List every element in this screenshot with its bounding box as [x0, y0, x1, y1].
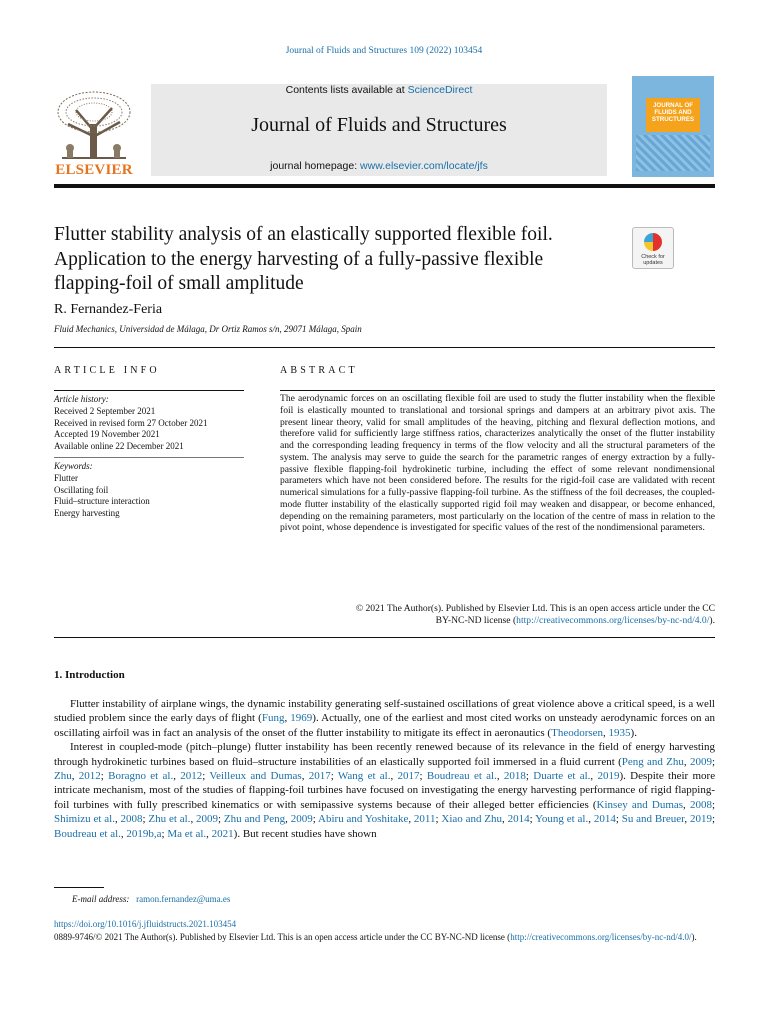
body-text: ,: [285, 813, 291, 826]
body-text: ,: [496, 770, 504, 783]
citation-link[interactable]: 2014: [507, 813, 530, 826]
body-text: ;: [330, 770, 338, 783]
license-suffix: ).: [709, 614, 715, 626]
body-text: ). Despite their more intricate mechanism, most of the studies of flapping-foil turbines have focused on investigating the energy harvesting performance of rigid flapping-foil turbines with fully prescribed kinematics or with semipassive systems because of their alleged better efficiencies (: [54, 770, 716, 811]
body-text: ;: [435, 813, 442, 826]
body-text: ;: [529, 813, 536, 826]
citation-link[interactable]: 1969: [290, 712, 313, 725]
history-item: Received in revised form 27 October 2021: [54, 417, 208, 428]
citation-link[interactable]: 2012: [78, 770, 101, 783]
body-text: ,: [502, 813, 508, 826]
title-divider: [54, 347, 715, 348]
abstract-divider: [280, 390, 715, 391]
author-affiliation: Fluid Mechanics, Universidad de Málaga, Dr Ortiz Ramos s/n, 29071 Málaga, Spain: [54, 324, 362, 334]
publisher-name: ELSEVIER: [55, 162, 133, 178]
author-name[interactable]: R. Fernandez-Feria: [54, 302, 163, 317]
citation-link[interactable]: Kinsey and Dumas: [596, 798, 684, 811]
citation-link[interactable]: Duarte et al.: [533, 770, 591, 783]
citation-link[interactable]: Abiru and Yoshitake: [318, 813, 409, 826]
body-text: ,: [590, 770, 598, 783]
citation-link[interactable]: 2017: [397, 770, 420, 783]
keywords-list: [54, 461, 254, 520]
corresponding-email: [72, 894, 230, 904]
citation-link[interactable]: Veilleux and Dumas: [209, 770, 302, 783]
citation-link[interactable]: 2011: [413, 813, 436, 826]
body-text: ,: [588, 813, 594, 826]
issn-copyright: [54, 931, 715, 943]
paper-title: Flutter stability analysis of an elastically supported flexible foil. Application to the energy harvesting of a fully-passive flexible flapping-foil of small amplitude: [54, 224, 553, 294]
body-text: ;: [711, 813, 715, 826]
citation-link[interactable]: 2019: [689, 813, 712, 826]
body-text: ,: [390, 770, 398, 783]
body-text: ). But recent studies have shown: [233, 827, 377, 840]
article-info-divider: [54, 390, 244, 391]
body-text: ;: [525, 770, 534, 783]
body-text: ). Actually, one of the earliest and most cited works on unsteady aerodynamic forces on an oscillating airfoil was in fact an analysis of the onset of the flutter instability to mitigate its effect in aeronautics (: [54, 712, 716, 739]
citation-link[interactable]: 2009: [689, 755, 712, 768]
body-text: ;: [100, 770, 109, 783]
journal-citation[interactable]: Journal of Fluids and Structures 109 (2022) 103454: [285, 46, 483, 56]
journal-homepage-link[interactable]: www.elsevier.com/locate/jfs: [360, 160, 488, 172]
keyword-item: Oscillating foil: [54, 484, 109, 495]
body-text: ,: [603, 726, 609, 739]
body-text: ,: [173, 770, 181, 783]
body-text: ,: [190, 813, 197, 826]
doi-link[interactable]: [54, 919, 236, 929]
citation-link[interactable]: 2008: [689, 798, 712, 811]
introduction-body: [54, 697, 715, 841]
check-for-updates-button[interactable]: [632, 227, 674, 269]
check-updates-icon: [644, 233, 662, 251]
check-updates-label: Check for updates: [641, 254, 665, 266]
citation-link[interactable]: 1935: [608, 726, 631, 739]
citation-link[interactable]: 2019: [597, 770, 620, 783]
history-item: Accepted 19 November 2021: [54, 429, 160, 440]
citation-link[interactable]: Boudreau et al.: [426, 770, 497, 783]
citation-link[interactable]: Boudreau et al.: [54, 827, 121, 840]
citation-link[interactable]: Xiao and Zhu: [441, 813, 503, 826]
citation-link[interactable]: 2021: [211, 827, 234, 840]
history-label: Article history:: [54, 394, 109, 404]
body-text: ;: [312, 813, 319, 826]
footnote-divider: [54, 887, 104, 888]
body-text: ,: [684, 813, 690, 826]
cover-title: JOURNAL OF FLUIDS AND STRUCTURES: [646, 98, 700, 132]
citation-link[interactable]: 2008: [120, 813, 143, 826]
citation-link[interactable]: Su and Breuer: [621, 813, 685, 826]
body-text: ;: [161, 827, 168, 840]
header-divider: [54, 184, 715, 188]
issn-text: 0889-9746/© 2021 The Author(s). Published by Elsevier Ltd. This is an open access article under the CC BY-NC-ND license (: [54, 932, 511, 942]
body-text: ,: [114, 813, 121, 826]
copyright-line-1: © 2021 The Author(s). Published by Elsevier Ltd. This is an open access article under the CC: [355, 603, 715, 614]
keyword-item: Fluid–structure interaction: [54, 496, 150, 507]
body-text: ;: [202, 770, 210, 783]
body-text: ,: [408, 813, 414, 826]
body-text: ;: [615, 813, 622, 826]
citation-link[interactable]: 2009: [290, 813, 313, 826]
license-link[interactable]: http://creativecommons.org/licenses/by-nc-nd/4.0/: [516, 614, 710, 626]
citation-link[interactable]: Shimizu et al.: [54, 813, 115, 826]
citation-link[interactable]: Zhu: [54, 770, 72, 783]
section-heading-introduction: 1. Introduction: [54, 669, 125, 681]
article-info-heading: ARTICLE INFO: [54, 365, 160, 376]
body-text: ;: [419, 770, 427, 783]
intro-paragraph: [54, 697, 715, 740]
keywords-label: Keywords:: [54, 461, 93, 471]
abstract-end-divider: [54, 637, 715, 638]
citation-link[interactable]: Wang et al.: [337, 770, 391, 783]
keyword-item: Energy harvesting: [54, 508, 120, 519]
homepage-prefix: journal homepage:: [270, 160, 361, 172]
doi-url[interactable]: https://doi.org/10.1016/j.jfluidstructs.2021.103454: [54, 919, 237, 929]
contents-line: [151, 84, 607, 96]
citation-link[interactable]: Zhu et al.: [148, 813, 191, 826]
body-text: ).: [630, 726, 637, 739]
email-link[interactable]: ramon.fernandez@uma.es: [136, 894, 231, 904]
intro-paragraph: [54, 740, 715, 841]
citation-link[interactable]: 2009: [196, 813, 219, 826]
citation-link[interactable]: Ma et al.: [167, 827, 207, 840]
body-text: ,: [683, 755, 690, 768]
citation-link[interactable]: 2017: [308, 770, 331, 783]
body-text: ;: [711, 755, 715, 768]
keyword-item: Flutter: [54, 472, 78, 483]
citation-link[interactable]: Peng and Zhu: [621, 755, 684, 768]
issn-suffix: ).: [691, 932, 697, 942]
citation-link[interactable]: Zhu and Peng: [223, 813, 286, 826]
email-label: E-mail address:: [72, 894, 130, 904]
body-text: ;: [142, 813, 149, 826]
history-item: Received 2 September 2021: [54, 405, 156, 416]
citation-link[interactable]: 2014: [593, 813, 616, 826]
footer-license-link[interactable]: http://creativecommons.org/licenses/by-nc-nd/4.0/: [510, 932, 692, 942]
citation-link[interactable]: 2019b,a: [126, 827, 162, 840]
body-text: ;: [218, 813, 224, 826]
abstract-text: The aerodynamic forces on an oscillating flexible foil are used to study the flutter instability when the flexible foil is elastically mounted to translational and torsional springs and dampers at an arbitrary pivot axis. The present linear theory, valid for small amplitudes of the heaving, pitching and flexural deflection motions, and therefore valid for sufficiently large stiffness ratios, characterizes analytically the onset of the flutter instability and the corresponding leading frequency in terms of the flow velocity and all the structural parameters of the system. The analysis may serve to guide the search for the parametric ranges of energy extraction by a fully-passive flexible flapping-foil hydrokinetic turbine, including the effect of some relevant nondimensional parameters which have not been considered before. The results for the rigid-foil case are validated with recent numerical simulations for a fully-passive flapping-foil turbine. As the stiffness of the foil decreases, the coupled-mode flutter instability of the elastically supported rigid foil may weaken and disappear, or become enhanced, depending on the remaining parameters, most particularly on the location of the centre of mass in relation to the pivot point, whose dependence is investigated for specific values of the rest of the nondimensional parameters.: [280, 393, 715, 534]
journal-title: Journal of Fluids and Structures: [251, 114, 507, 136]
body-text: ;: [711, 798, 715, 811]
body-text: Interest in coupled-mode (pitch–plunge) flutter instability has been recently renewed because of its relevance in the field of energy harvesting through hydrokinetic turbines based on fluid–structure instabilities of an elastically supported foil immersed in a fluid current (: [54, 741, 715, 768]
body-text: Flutter instability of airplane wings, the dynamic instability generating self-sustained oscillations of great violence above a critical speed, is a well studied problem since the early days of flight (: [54, 698, 715, 725]
abstract-heading: ABSTRACT: [280, 365, 358, 376]
citation-link[interactable]: Boragno et al.: [108, 770, 174, 783]
license-prefix: BY-NC-ND license (: [435, 614, 517, 626]
article-history: [54, 394, 254, 453]
sciencedirect-link[interactable]: ScienceDirect: [407, 84, 473, 96]
copyright-line-2: [280, 615, 715, 627]
homepage-line: [151, 160, 607, 172]
body-text: ,: [301, 770, 309, 783]
contents-prefix: Contents lists available at: [285, 84, 408, 96]
journal-cover-image[interactable]: [632, 76, 714, 177]
cover-pattern: [636, 135, 710, 171]
body-text: ,: [71, 770, 79, 783]
body-text: ,: [284, 712, 291, 725]
body-text: ,: [120, 827, 127, 840]
citation-link[interactable]: 2018: [503, 770, 526, 783]
body-text: ,: [683, 798, 690, 811]
citation-link[interactable]: Theodorsen: [551, 726, 604, 739]
abstract-copyright: [280, 603, 715, 627]
citation-link[interactable]: Young et al.: [535, 813, 589, 826]
keywords-divider: [54, 457, 244, 458]
citation-link[interactable]: Fung: [261, 712, 285, 725]
citation-link[interactable]: 2012: [180, 770, 203, 783]
body-text: ,: [206, 827, 212, 840]
history-item: Available online 22 December 2021: [54, 441, 184, 452]
